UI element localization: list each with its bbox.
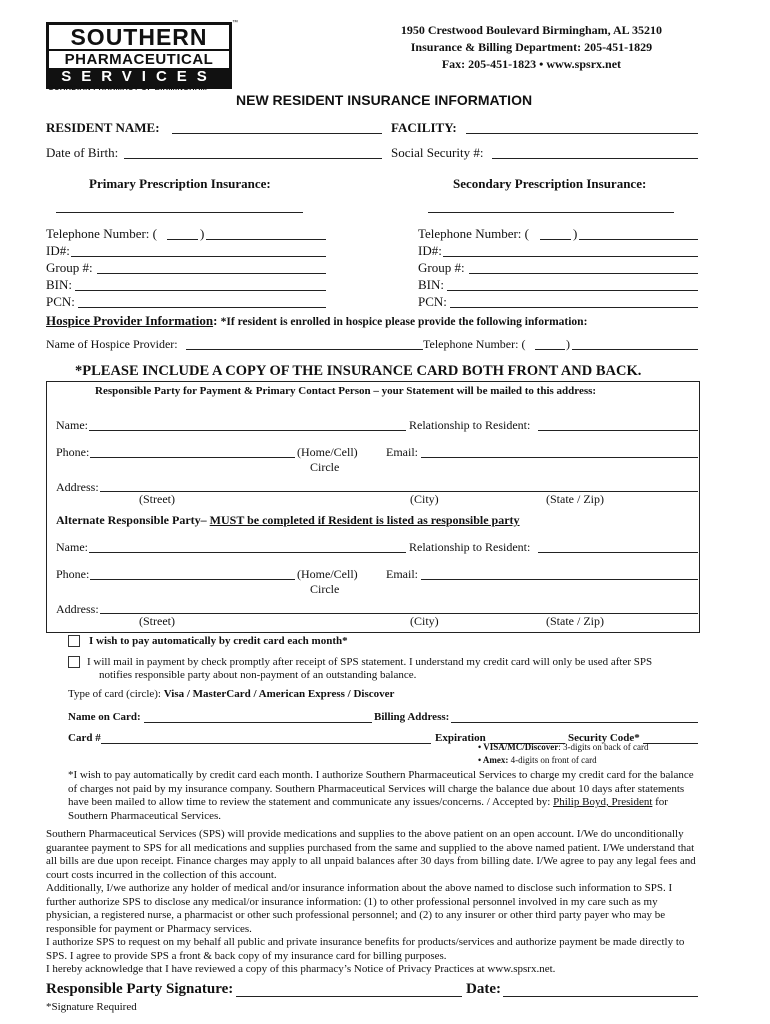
- form-title: NEW RESIDENT INSURANCE INFORMATION: [236, 92, 533, 108]
- secondary-paren-close: ): [573, 226, 578, 241]
- logo-line-3: SERVICES: [49, 68, 229, 86]
- primary-bin-field[interactable]: [75, 290, 326, 291]
- mail-pay-label-line-2: notifies responsible party about non-payment of an outstanding balance.: [99, 669, 417, 681]
- rp-relationship-field[interactable]: [538, 430, 698, 431]
- alternate-heading-prefix: Alternate Responsible Party–: [56, 513, 210, 527]
- auto-pay-label: I wish to pay automatically by credit card each month*: [89, 635, 348, 647]
- agreement-paragraph-4: I hereby acknowledge that I have reviewed a copy of this pharmacy’s Notice of Privacy Practices at www.spsrx.net.: [46, 963, 556, 975]
- secondary-pcn-field[interactable]: [450, 307, 698, 308]
- hospice-heading-colon: :: [213, 313, 218, 328]
- mail-pay-checkbox[interactable]: [68, 656, 80, 668]
- secondary-bin-label: BIN:: [418, 277, 444, 292]
- logo-line-2: PHARMACEUTICAL: [49, 49, 229, 68]
- alt-relationship-field[interactable]: [538, 552, 698, 553]
- secondary-group-field[interactable]: [469, 273, 698, 274]
- card-type-row: [68, 688, 394, 700]
- rp-email-label: Email:: [386, 445, 418, 459]
- security-code-label: Security Code*: [568, 732, 640, 744]
- rp-city-caption: (City): [410, 492, 439, 506]
- rp-state-zip-caption: (State / Zip): [546, 492, 604, 506]
- hospice-area-code-field[interactable]: [535, 349, 565, 350]
- secondary-insurance-name-field[interactable]: [428, 212, 674, 213]
- address-line-3: Fax: 205-451-1823 • www.spsrx.net: [441, 57, 622, 71]
- secondary-id-field[interactable]: [443, 256, 698, 257]
- trademark-mark: ™: [232, 20, 238, 26]
- signature-label: Responsible Party Signature:: [46, 981, 234, 997]
- hospice-phone-field[interactable]: [572, 349, 698, 350]
- card-number-label: Card #: [68, 732, 101, 744]
- alt-address-label: Address:: [56, 602, 99, 616]
- card-number-field[interactable]: [101, 743, 431, 744]
- primary-id-label: ID#:: [46, 243, 70, 258]
- address-line-1: 1950 Crestwood Boulevard Birmingham, AL 35210: [400, 23, 662, 37]
- alternate-heading-requirement: MUST be completed if Resident is listed as responsible party: [209, 513, 520, 527]
- hospice-heading-row: [46, 313, 587, 329]
- alt-address-field[interactable]: [100, 613, 698, 614]
- company-address: [401, 22, 662, 73]
- rp-phone-label: Phone:: [56, 445, 90, 459]
- company-logo: [46, 22, 232, 89]
- insurance-card-notice: *PLEASE INCLUDE A COPY OF THE INSURANCE CARD BOTH FRONT AND BACK.: [75, 363, 642, 379]
- secondary-group-label: Group #:: [418, 260, 465, 275]
- alt-email-label: Email:: [386, 567, 418, 581]
- alt-name-label: Name:: [56, 540, 88, 554]
- secondary-telephone-field[interactable]: [579, 239, 698, 240]
- agreement-paragraph-1: Southern Pharmaceutical Services (SPS) will provide medications and supplies to the above patient on an open account. I/We do unconditionally guarantee payment to SPS for all medications and supplies purchased from the same and supplied to the above named patient. I/We understand that all bills are due upon receipt. Finance charges may apply to all unpaid balances after 30 days from billing date. I/We agree to pay any legal fees and court costs incurred in the collection of this account.: [46, 828, 696, 881]
- address-line-2: Insurance & Billing Department: 205-451-1829: [410, 40, 653, 54]
- rp-name-label: Name:: [56, 418, 88, 432]
- alt-email-field[interactable]: [421, 579, 698, 580]
- rp-name-field[interactable]: [89, 430, 406, 431]
- amex-note-label: • Amex:: [478, 755, 509, 765]
- rp-address-label: Address:: [56, 480, 99, 494]
- visa-note-text: : 3-digits on back of card: [558, 742, 649, 752]
- rp-circle-label: Circle: [310, 460, 340, 474]
- amex-note-text: 4-digits on front of card: [508, 755, 597, 765]
- ssn-label: Social Security #:: [391, 145, 484, 160]
- rp-relationship-label: Relationship to Resident:: [409, 418, 531, 432]
- primary-telephone-field[interactable]: [206, 239, 326, 240]
- hospice-note: *If resident is enrolled in hospice please provide the following information:: [220, 316, 588, 328]
- auto-pay-checkbox[interactable]: [68, 635, 80, 647]
- alt-circle-label: Circle: [310, 582, 340, 596]
- dob-field[interactable]: [124, 158, 382, 159]
- visa-digits-note: [478, 742, 648, 752]
- secondary-bin-field[interactable]: [447, 290, 698, 291]
- hospice-name-field[interactable]: [186, 349, 423, 350]
- primary-pcn-field[interactable]: [78, 307, 326, 308]
- alt-street-caption: (Street): [139, 614, 175, 628]
- primary-insurance-name-field[interactable]: [56, 212, 303, 213]
- rp-email-field[interactable]: [421, 457, 698, 458]
- date-label: Date:: [466, 981, 501, 997]
- primary-insurance-heading: Primary Prescription Insurance:: [89, 176, 271, 191]
- security-code-field[interactable]: [643, 743, 698, 744]
- signature-required-note: *Signature Required: [46, 1001, 137, 1013]
- primary-area-code-field[interactable]: [167, 239, 198, 240]
- resident-name-label: RESIDENT NAME:: [46, 120, 160, 135]
- amex-digits-note: [478, 755, 597, 765]
- secondary-insurance-heading: Secondary Prescription Insurance:: [453, 176, 647, 191]
- alt-phone-label: Phone:: [56, 567, 90, 581]
- alternate-party-heading: [56, 513, 520, 528]
- card-type-label: Type of card (circle):: [68, 688, 161, 700]
- alt-name-field[interactable]: [89, 552, 406, 553]
- logo-line-1: SOUTHERN: [70, 24, 208, 50]
- name-on-card-label: Name on Card:: [68, 711, 141, 723]
- resident-name-field[interactable]: [172, 133, 382, 134]
- mail-pay-label-line-1: I will mail in payment by check promptly after receipt of SPS statement. I understand my credit card will only be used after SPS: [87, 656, 653, 668]
- hospice-heading: Hospice Provider Information: [46, 313, 214, 328]
- hospice-phone-label: Telephone Number: (: [423, 337, 526, 351]
- autopay-authorization-text: [68, 769, 700, 823]
- ssn-field[interactable]: [492, 158, 698, 159]
- signature-field[interactable]: [236, 996, 462, 997]
- responsible-party-section: [46, 381, 700, 633]
- logo-subtitle: GUARDIAN PHARMACY OF BIRMINGHAM: [48, 83, 208, 92]
- accepted-by-name: Philip Boyd, President: [553, 796, 653, 808]
- primary-bin-label: BIN:: [46, 277, 72, 292]
- dob-label: Date of Birth:: [46, 145, 119, 160]
- auth-text: *I wish to pay automatically by credit card each month. I authorize Southern Pharmaceutical Services to charge my credit card for the balance of charges not paid by my insurance company. Southern Pharmaceutical Services will charge the balance due about 10 days after statements have been mailed to allow time to review the statement and communicate any issues/concerns. / Accepted by:: [68, 769, 694, 808]
- secondary-id-label: ID#:: [418, 243, 442, 258]
- date-field[interactable]: [503, 996, 698, 997]
- expiration-label: Expiration: [435, 732, 486, 744]
- rp-phone-field[interactable]: [90, 457, 295, 458]
- alt-home-cell-label[interactable]: (Home/Cell): [297, 567, 358, 581]
- agreement-text: [46, 828, 700, 977]
- agreement-paragraph-2: Additionally, I/we authorize any holder of medical and/or insurance information about the above named to disclose such information to SPS. I further authorize SPS to disclose any medical/or insurance information: (1) to other professional personnel involved in my care such as my physician, a registered nurse, a pharmacist or other such professional personnel; and (2) to any insurer or other third party payer who may be responsible for payment or Pharmacy services.: [46, 882, 673, 935]
- rp-address-field[interactable]: [100, 491, 698, 492]
- billing-address-label: Billing Address:: [374, 711, 450, 723]
- primary-paren-close: ): [200, 226, 205, 241]
- responsible-party-heading: Responsible Party for Payment & Primary Contact Person – your Statement will be mailed to this address:: [95, 385, 597, 397]
- secondary-pcn-label: PCN:: [418, 294, 447, 309]
- card-type-options[interactable]: Visa / MasterCard / American Express / Discover: [163, 688, 395, 700]
- facility-field[interactable]: [466, 133, 698, 134]
- visa-note-label: • VISA/MC/Discover: [478, 742, 559, 752]
- alt-phone-field[interactable]: [90, 579, 295, 580]
- primary-group-label: Group #:: [46, 260, 93, 275]
- facility-label: FACILITY:: [391, 120, 457, 135]
- primary-group-field[interactable]: [97, 273, 326, 274]
- alt-city-caption: (City): [410, 614, 439, 628]
- alt-state-zip-caption: (State / Zip): [546, 614, 604, 628]
- auth-tail: for Southern Pharmaceutical Services.: [68, 796, 668, 822]
- primary-id-field[interactable]: [71, 256, 326, 257]
- alt-relationship-label: Relationship to Resident:: [409, 540, 531, 554]
- agreement-paragraph-3: I authorize SPS to request on my behalf all public and private insurance benefits for products/services and authorize payment be made directly to SPS. I agree to provide SPS a front & back copy of my insurance card for billing purposes.: [46, 936, 685, 962]
- primary-telephone-label: Telephone Number: (: [46, 226, 157, 241]
- hospice-name-label: Name of Hospice Provider:: [46, 337, 178, 351]
- secondary-telephone-label: Telephone Number: (: [418, 226, 529, 241]
- name-on-card-field[interactable]: [144, 722, 372, 723]
- hospice-paren-close: ): [566, 337, 570, 351]
- primary-pcn-label: PCN:: [46, 294, 75, 309]
- billing-address-field[interactable]: [451, 722, 698, 723]
- secondary-area-code-field[interactable]: [540, 239, 571, 240]
- rp-street-caption: (Street): [139, 492, 175, 506]
- rp-home-cell-label[interactable]: (Home/Cell): [297, 445, 358, 459]
